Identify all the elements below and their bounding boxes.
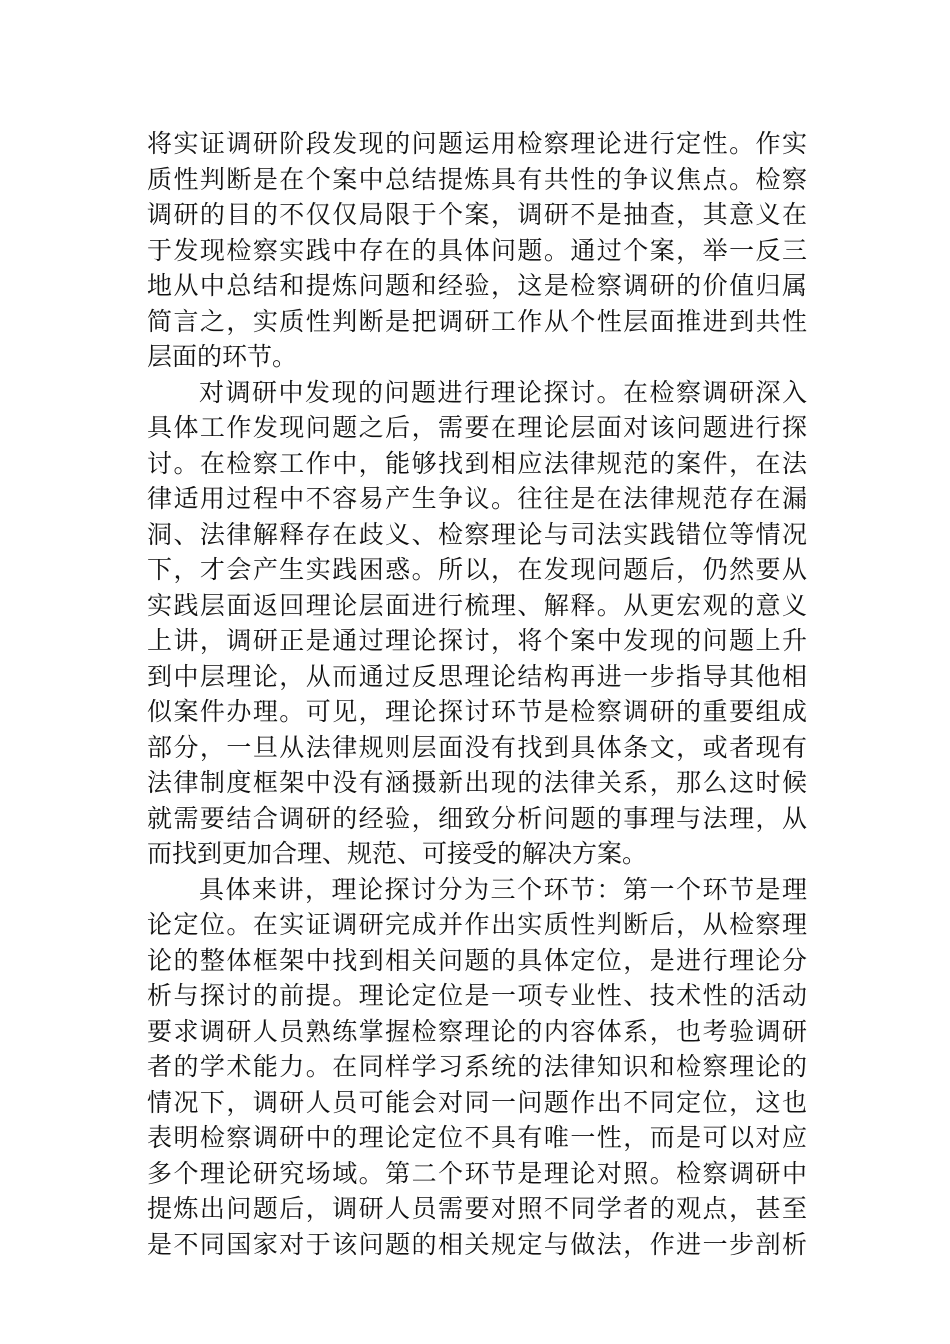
paragraph-2-line-2: 具体工作发现问题之后，需要在理论层面对该问题进行探 bbox=[147, 413, 807, 442]
paragraph-3-line-5: 要求调研人员熟练掌握检察理论的内容体系，也考验调研 bbox=[147, 1016, 807, 1046]
paragraph-2-line-7: 实践层面返回理论层面进行梳理、解释。从更宏观的意义 bbox=[147, 590, 807, 620]
paragraph-3-line-10: 提炼出问题后，调研人员需要对照不同学者的观点，甚至 bbox=[147, 1194, 807, 1223]
paragraph-2-line-4: 律适用过程中不容易产生争议。往往是在法律规范存在漏 bbox=[147, 484, 807, 513]
paragraph-2-line-8: 上讲，调研正是通过理论探讨，将个案中发现的问题上升 bbox=[147, 626, 807, 655]
paragraph-3-line-1: 具体来讲，理论探讨分为三个环节：第一个环节是理 bbox=[199, 874, 807, 904]
paragraph-1-line-2: 质性判断是在个案中总结提炼具有共性的争议焦点。检察 bbox=[147, 164, 807, 194]
paragraph-2-line-9: 到中层理论，从而通过反思理论结构再进一步指导其他相 bbox=[147, 661, 807, 691]
paragraph-1-line-7: 层面的环节。 bbox=[147, 342, 298, 371]
paragraph-3-line-2: 论定位。在实证调研完成并作出实质性判断后，从检察理 bbox=[147, 910, 807, 939]
paragraph-1-line-3: 调研的目的不仅仅局限于个案，调研不是抽查，其意义在 bbox=[147, 200, 807, 229]
paragraph-2-line-3: 讨。在检察工作中，能够找到相应法律规范的案件，在法 bbox=[147, 448, 807, 478]
paragraph-1-line-5: 地从中总结和提炼问题和经验，这是检察调研的价值归属 bbox=[147, 271, 807, 300]
paragraph-2-line-5: 洞、法律解释存在歧义、检察理论与司法实践错位等情况 bbox=[147, 519, 807, 549]
paragraph-1-line-1: 将实证调研阶段发现的问题运用检察理论进行定性。作实 bbox=[147, 129, 807, 158]
body-text bbox=[147, 126, 807, 1262]
paragraph-2-line-6: 下，才会产生实践困惑。所以，在发现问题后，仍然要从 bbox=[147, 555, 807, 584]
paragraph-2-line-12: 法律制度框架中没有涵摄新出现的法律关系，那么这时候 bbox=[147, 768, 807, 797]
paragraph-3-line-7: 情况下，调研人员可能会对同一问题作出不同定位，这也 bbox=[147, 1087, 807, 1117]
paragraph-2-line-11: 部分，一旦从法律规则层面没有找到具体条文，或者现有 bbox=[147, 732, 807, 762]
paragraph-2-line-13: 就需要结合调研的经验，细致分析问题的事理与法理，从 bbox=[147, 803, 807, 833]
paragraph-1-line-6: 简言之，实质性判断是把调研工作从个性层面推进到共性 bbox=[147, 306, 807, 336]
paragraph-3-line-8: 表明检察调研中的理论定位不具有唯一性，而是可以对应 bbox=[147, 1123, 807, 1152]
paragraph-2-line-14: 而找到更加合理、规范、可接受的解决方案。 bbox=[147, 839, 648, 868]
paragraph-3-line-11: 是不同国家对于该问题的相关规定与做法，作进一步剖析 bbox=[147, 1229, 807, 1259]
paragraph-3-line-3: 论的整体框架中找到相关问题的具体定位，是进行理论分 bbox=[147, 945, 807, 975]
paragraph-1-line-4: 于发现检察实践中存在的具体问题。通过个案，举一反三 bbox=[147, 235, 807, 265]
paragraph-3-line-9: 多个理论研究场域。第二个环节是理论对照。检察调研中 bbox=[147, 1158, 807, 1188]
paragraph-2-line-1: 对调研中发现的问题进行理论探讨。在检察调研深入 bbox=[199, 377, 807, 407]
paragraph-2-line-10: 似案件办理。可见，理论探讨环节是检察调研的重要组成 bbox=[147, 697, 807, 726]
paragraph-3-line-6: 者的学术能力。在同样学习系统的法律知识和检察理论的 bbox=[147, 1052, 807, 1081]
paragraph-3-line-4: 析与探讨的前提。理论定位是一项专业性、技术性的活动 bbox=[147, 981, 807, 1010]
